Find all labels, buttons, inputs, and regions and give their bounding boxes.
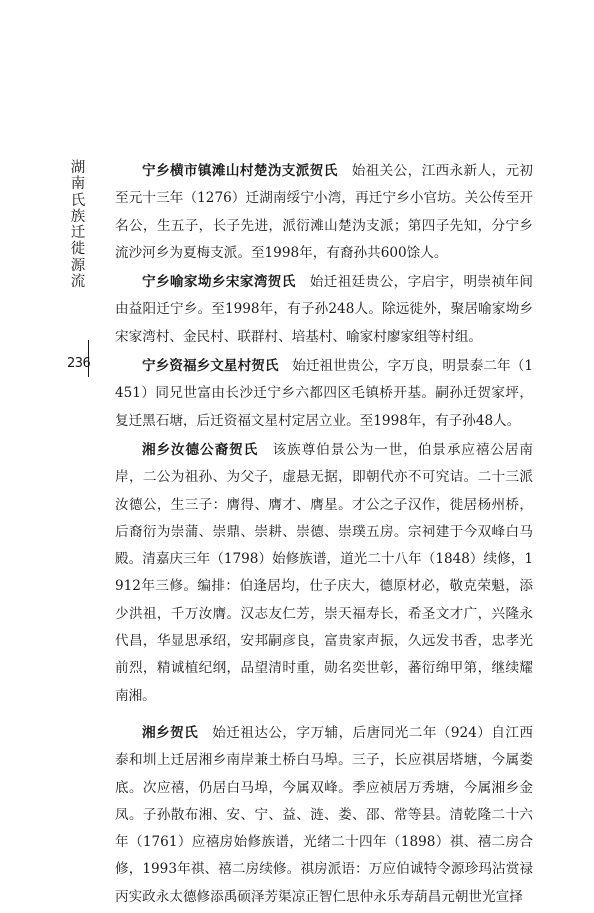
paragraph <box>115 720 533 911</box>
clan-heading: 宁乡资福乡文星村贺氏 <box>142 358 279 375</box>
paragraph-text: 始迁祖廷贵公，字启宇，明崇祯年间由益阳迁宁乡。至1998年，有子孙248人。除远徙外，聚居喻家坳乡宋家湾村、金民村、联群村、培基村、喻家村廖家组等村组。 <box>115 274 534 345</box>
clan-heading: 宁乡喻家坳乡宋家湾贺氏 <box>142 274 296 291</box>
clan-heading: 湘乡贺氏 <box>142 724 199 741</box>
paragraph-text: 始迁祖达公，字万辅，后唐同光二年（924）自江西泰和圳上迁居湘乡南岸兼土桥白马埠。三子，长应祺居塔塘，今属娄底。次应禧，仍居白马埠，今属双峰。季应祯居万秀塘，今属湘乡金凤。子孙散布湘、安、宁、益、涟、娄、邵、常等县。清乾隆二十六年（1761）应禧房始修族谱，光绪二十四年（1898）祺、禧二房合修，1993年祺、禧二房续修。祺房派语：万应伯诚特令源珍玛沾赏禄丙实政永太德修添禹硕泽芳渠凉正智仁思仲永乐寿葫昌元朝世光宣择 <box>115 724 534 905</box>
paragraph <box>115 269 533 351</box>
paragraph-text: 始迁祖世贵公，字万良，明景泰二年（1451）同兄世富由长沙迁宁乡六都四区毛镇桥开基。嗣孙迁贺家坪，复迁黑石塘，后迁资福文星村定居立业。至1998年，有子孙48人。 <box>115 358 534 429</box>
paragraph-text: 始祖关公，江西永新人，元初至元十三年（1276）迁湖南绥宁小湾，再迁宁乡小官坊。关公传至开名公，生五子，长子先进，派衍滩山楚沩支派；第四子先知，分宁乡流沙河乡为夏梅支派。至1998年，有裔孙共600馀人。 <box>115 163 534 261</box>
paragraph-text: 该族尊伯景公为一世，伯景承应禧公居南岸，二公为祖孙、为父子，虚悬无据，即朝代亦不可究诘。二十三派汝德公，生三子：膺得、膺才、膺星。才公之子汉作，徙居杨州桥，后裔衍为崇蒲、崇鼎、崇耕、崇德、崇璞五房。宗祠建于今双峰白马殿。清嘉庆三年（1798）始修族谱，道光二十八年（1848）续修，1912年三修。编排：伯逢居均，仕子庆大，德原材必，敬克荣魁，添少洪祖，千万汝膺。汉志友仁芳，崇天福寿长，希圣文才广，兴隆永代昌，华显思承绍，安邦嗣彦良，富贵家声振，久远发书香，忠孝光前烈，精诚植纪纲，品望清时重，勋名奕世彰，蕃衍绵甲第，继续耀南湘。 <box>115 441 533 704</box>
body-text <box>115 158 533 913</box>
clan-heading: 宁乡横市镇滩山村楚沩支派贺氏 <box>142 163 338 179</box>
running-title: 湖南氏族迁徙源流 <box>70 160 86 291</box>
paragraph <box>115 353 533 435</box>
clan-heading: 湘乡汝德公裔贺氏 <box>142 441 259 458</box>
paragraph <box>115 158 533 267</box>
paragraph <box>115 437 533 710</box>
page-number: 236 <box>67 356 91 371</box>
